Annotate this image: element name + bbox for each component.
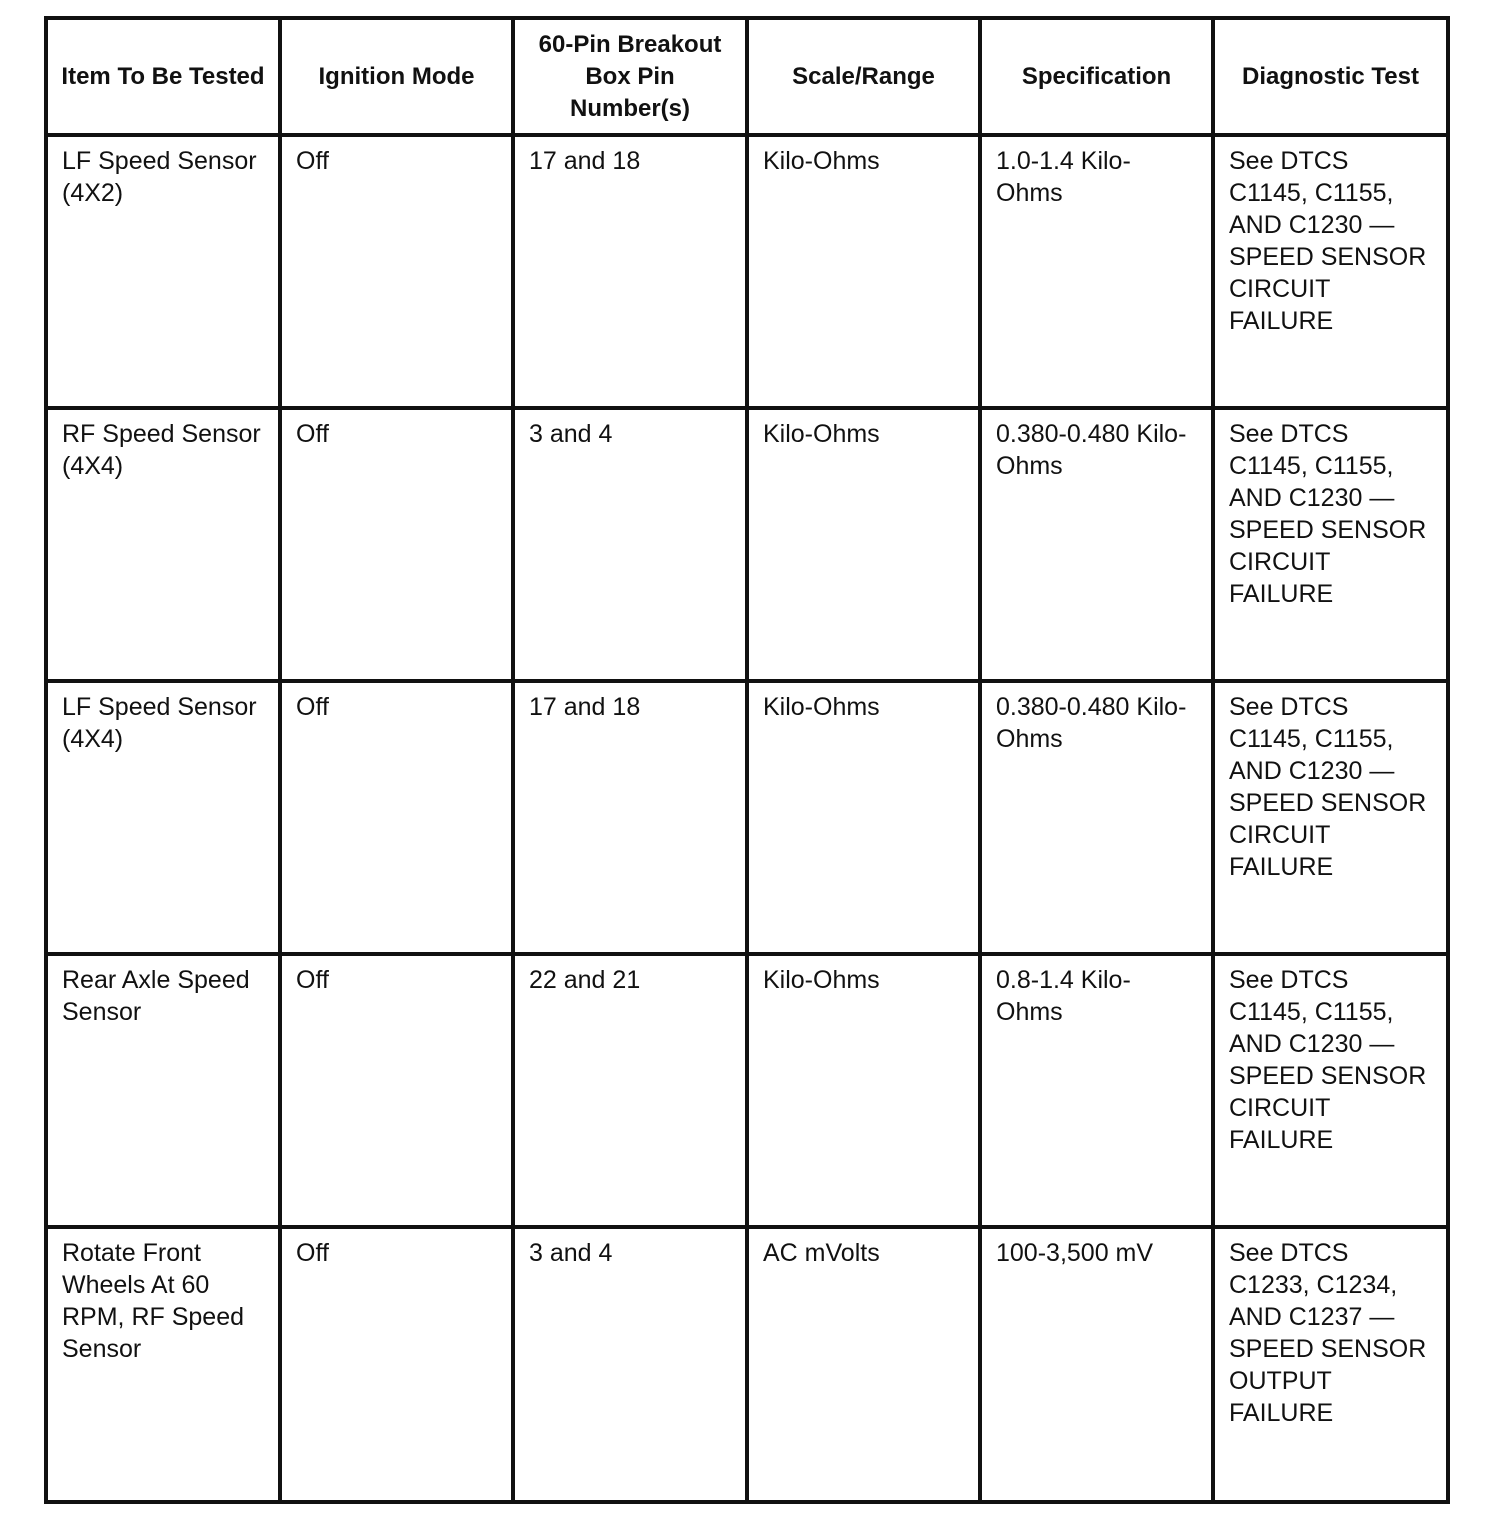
- cell-scale-range: Kilo-Ohms: [747, 135, 980, 408]
- header-item-to-be-tested: Item To Be Tested: [46, 18, 280, 135]
- table-row: [46, 408, 1448, 681]
- cell-ignition-mode: Off: [280, 408, 513, 681]
- table-row: [46, 135, 1448, 408]
- cell-item: RF Speed Sensor (4X4): [46, 408, 280, 681]
- header-row: [46, 18, 1448, 135]
- cell-specification: 0.8-1.4 Kilo-Ohms: [980, 954, 1213, 1227]
- speed-sensor-test-table: [44, 16, 1450, 1504]
- table-row: [46, 954, 1448, 1227]
- cell-ignition-mode: Off: [280, 954, 513, 1227]
- cell-diagnostic-test: See DTCS C1233, C1234, AND C1237 — SPEED SENSOR OUTPUT FAILURE: [1213, 1227, 1448, 1502]
- cell-pin-numbers: 17 and 18: [513, 135, 747, 408]
- cell-scale-range: AC mVolts: [747, 1227, 980, 1502]
- table-header: [46, 18, 1448, 135]
- cell-diagnostic-test: See DTCS C1145, C1155, AND C1230 — SPEED SENSOR CIRCUIT FAILURE: [1213, 954, 1448, 1227]
- cell-item: Rotate Front Wheels At 60 RPM, RF Speed Sensor: [46, 1227, 280, 1502]
- cell-pin-numbers: 3 and 4: [513, 408, 747, 681]
- cell-specification: 0.380-0.480 Kilo-Ohms: [980, 681, 1213, 954]
- cell-ignition-mode: Off: [280, 681, 513, 954]
- cell-specification: 0.380-0.480 Kilo-Ohms: [980, 408, 1213, 681]
- cell-scale-range: Kilo-Ohms: [747, 954, 980, 1227]
- cell-item: Rear Axle Speed Sensor: [46, 954, 280, 1227]
- cell-specification: 1.0-1.4 Kilo-Ohms: [980, 135, 1213, 408]
- cell-pin-numbers: 22 and 21: [513, 954, 747, 1227]
- cell-scale-range: Kilo-Ohms: [747, 681, 980, 954]
- table-row: [46, 1227, 1448, 1502]
- cell-ignition-mode: Off: [280, 135, 513, 408]
- header-diagnostic-test: Diagnostic Test: [1213, 18, 1448, 135]
- cell-ignition-mode: Off: [280, 1227, 513, 1502]
- cell-diagnostic-test: See DTCS C1145, C1155, AND C1230 — SPEED SENSOR CIRCUIT FAILURE: [1213, 408, 1448, 681]
- table-body: [46, 135, 1448, 1502]
- header-pin-numbers: 60-Pin Breakout Box Pin Number(s): [513, 18, 747, 135]
- cell-diagnostic-test: See DTCS C1145, C1155, AND C1230 — SPEED SENSOR CIRCUIT FAILURE: [1213, 135, 1448, 408]
- table-row: [46, 681, 1448, 954]
- cell-item: LF Speed Sensor (4X4): [46, 681, 280, 954]
- header-specification: Specification: [980, 18, 1213, 135]
- cell-item: LF Speed Sensor (4X2): [46, 135, 280, 408]
- header-scale-range: Scale/Range: [747, 18, 980, 135]
- cell-specification: 100-3,500 mV: [980, 1227, 1213, 1502]
- cell-scale-range: Kilo-Ohms: [747, 408, 980, 681]
- header-ignition-mode: Ignition Mode: [280, 18, 513, 135]
- cell-pin-numbers: 17 and 18: [513, 681, 747, 954]
- cell-pin-numbers: 3 and 4: [513, 1227, 747, 1502]
- cell-diagnostic-test: See DTCS C1145, C1155, AND C1230 — SPEED SENSOR CIRCUIT FAILURE: [1213, 681, 1448, 954]
